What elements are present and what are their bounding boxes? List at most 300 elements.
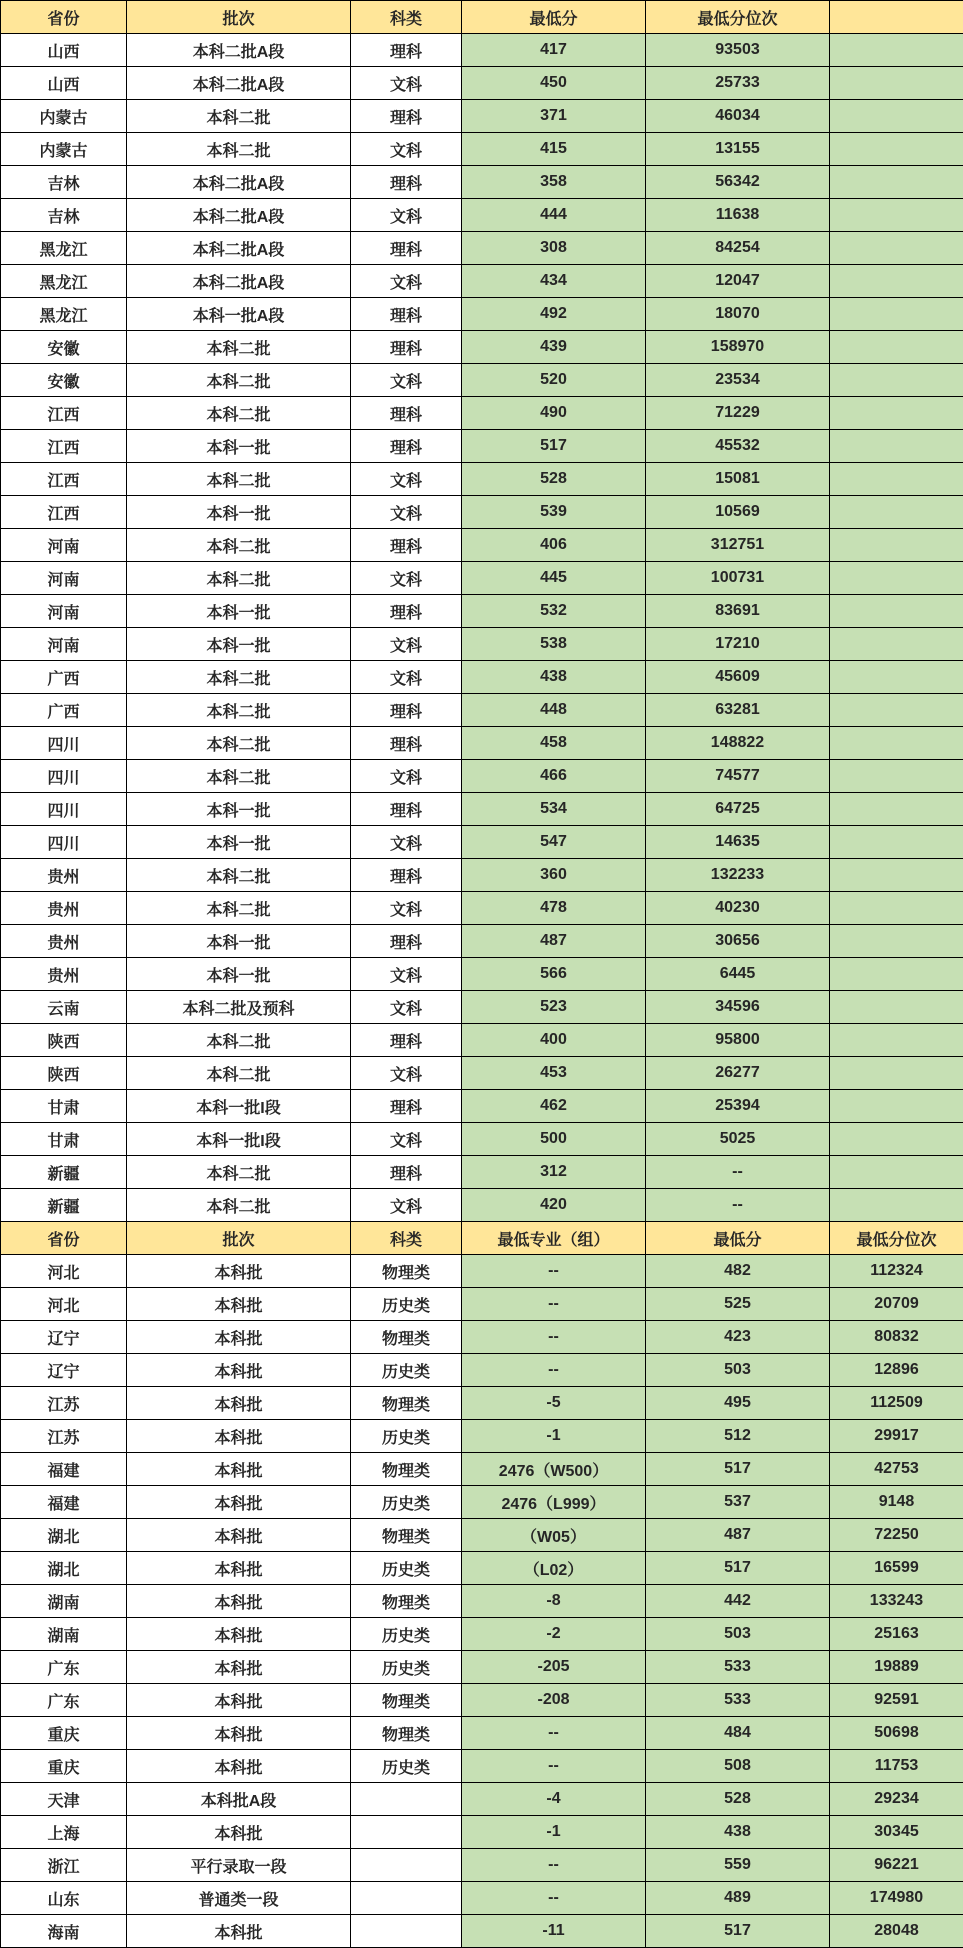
- table-row: [1, 727, 963, 760]
- table-row: [1, 1750, 963, 1783]
- cell: 历史类: [351, 1420, 462, 1453]
- header-row-section-1: [1, 1, 963, 34]
- column-header: [830, 1, 963, 34]
- cell: 11753: [830, 1750, 963, 1783]
- cell: 487: [462, 925, 646, 958]
- table-row: [1, 1255, 963, 1288]
- cell: 河南: [1, 562, 127, 595]
- cell: 本科二批: [127, 1024, 351, 1057]
- cell: 理科: [351, 232, 462, 265]
- table-row: [1, 793, 963, 826]
- table-row: [1, 694, 963, 727]
- cell: [830, 892, 963, 925]
- cell: 新疆: [1, 1189, 127, 1222]
- cell: 本科一批: [127, 430, 351, 463]
- cell: 本科批: [127, 1585, 351, 1618]
- cell: 本科二批A段: [127, 166, 351, 199]
- cell: 10569: [646, 496, 830, 529]
- cell: 甘肃: [1, 1123, 127, 1156]
- cell: 文科: [351, 958, 462, 991]
- cell: 本科批: [127, 1651, 351, 1684]
- cell: 83691: [646, 595, 830, 628]
- cell: 45532: [646, 430, 830, 463]
- cell: 云南: [1, 991, 127, 1024]
- cell: 本科批: [127, 1387, 351, 1420]
- table-row: [1, 562, 963, 595]
- cell: 贵州: [1, 925, 127, 958]
- cell: 理科: [351, 34, 462, 67]
- cell: [830, 67, 963, 100]
- cell: -1: [462, 1420, 646, 1453]
- cell: 438: [462, 661, 646, 694]
- cell: 487: [646, 1519, 830, 1552]
- cell: 江西: [1, 430, 127, 463]
- cell: [830, 529, 963, 562]
- cell: 本科批: [127, 1618, 351, 1651]
- cell: 辽宁: [1, 1321, 127, 1354]
- cell: 本科一批: [127, 925, 351, 958]
- cell: 13155: [646, 133, 830, 166]
- cell: [830, 100, 963, 133]
- cell: 本科二批及预科: [127, 991, 351, 1024]
- cell: 贵州: [1, 859, 127, 892]
- cell: 371: [462, 100, 646, 133]
- table-row: [1, 331, 963, 364]
- cell: 11638: [646, 199, 830, 232]
- cell: [830, 463, 963, 496]
- cell: 25163: [830, 1618, 963, 1651]
- cell: 文科: [351, 133, 462, 166]
- cell: 148822: [646, 727, 830, 760]
- cell: 29917: [830, 1420, 963, 1453]
- cell: 80832: [830, 1321, 963, 1354]
- cell: --: [646, 1189, 830, 1222]
- cell: 江苏: [1, 1387, 127, 1420]
- cell: [830, 331, 963, 364]
- cell: 538: [462, 628, 646, 661]
- cell: 528: [462, 463, 646, 496]
- cell: 25733: [646, 67, 830, 100]
- cell: 本科一批A段: [127, 298, 351, 331]
- cell: 453: [462, 1057, 646, 1090]
- table-row: [1, 166, 963, 199]
- table-row: [1, 892, 963, 925]
- cell: 物理类: [351, 1321, 462, 1354]
- cell: 442: [646, 1585, 830, 1618]
- column-header: 省份: [1, 1, 127, 34]
- cell: [830, 760, 963, 793]
- table-row: [1, 1123, 963, 1156]
- table-row: [1, 430, 963, 463]
- cell: 400: [462, 1024, 646, 1057]
- cell: 本科二批: [127, 1156, 351, 1189]
- cell: 本科二批: [127, 397, 351, 430]
- cell: （L02）: [462, 1552, 646, 1585]
- cell: 9148: [830, 1486, 963, 1519]
- cell: 本科批: [127, 1750, 351, 1783]
- cell: 本科二批: [127, 364, 351, 397]
- table-row: [1, 925, 963, 958]
- cell: 理科: [351, 166, 462, 199]
- table-row: [1, 1453, 963, 1486]
- cell: 本科二批: [127, 331, 351, 364]
- cell: 本科二批: [127, 661, 351, 694]
- cell: -1: [462, 1816, 646, 1849]
- cell: 16599: [830, 1552, 963, 1585]
- cell: 陕西: [1, 1024, 127, 1057]
- cell: 517: [646, 1453, 830, 1486]
- cell: 本科一批: [127, 496, 351, 529]
- cell: 537: [646, 1486, 830, 1519]
- cell: [830, 958, 963, 991]
- table-row: [1, 1024, 963, 1057]
- cell: [830, 1090, 963, 1123]
- cell: [351, 1849, 462, 1882]
- cell: 478: [462, 892, 646, 925]
- cell: 本科二批A段: [127, 232, 351, 265]
- cell: [830, 595, 963, 628]
- cell: 本科一批: [127, 826, 351, 859]
- cell: 532: [462, 595, 646, 628]
- cell: 本科二批: [127, 760, 351, 793]
- cell: 吉林: [1, 166, 127, 199]
- cell: 本科批: [127, 1255, 351, 1288]
- table-row: [1, 1486, 963, 1519]
- cell: 本科二批: [127, 562, 351, 595]
- table-row: [1, 1882, 963, 1915]
- cell: --: [462, 1255, 646, 1288]
- cell: 福建: [1, 1453, 127, 1486]
- cell: 56342: [646, 166, 830, 199]
- cell: 吉林: [1, 199, 127, 232]
- cell: 本科二批: [127, 1057, 351, 1090]
- cell: [830, 1057, 963, 1090]
- column-header: 批次: [127, 1222, 351, 1255]
- table-row: [1, 1387, 963, 1420]
- cell: 理科: [351, 430, 462, 463]
- cell: 523: [462, 991, 646, 1024]
- table-row: [1, 298, 963, 331]
- table-row: [1, 1354, 963, 1387]
- cell: 96221: [830, 1849, 963, 1882]
- cell: [830, 1156, 963, 1189]
- cell: 安徽: [1, 331, 127, 364]
- cell: 文科: [351, 364, 462, 397]
- cell: -205: [462, 1651, 646, 1684]
- cell: 广东: [1, 1651, 127, 1684]
- cell: 112509: [830, 1387, 963, 1420]
- cell: 14635: [646, 826, 830, 859]
- cell: 湖北: [1, 1552, 127, 1585]
- cell: 物理类: [351, 1717, 462, 1750]
- cell: [830, 364, 963, 397]
- cell: 本科二批: [127, 133, 351, 166]
- table-row: [1, 529, 963, 562]
- cell: 19889: [830, 1651, 963, 1684]
- table-row: [1, 1057, 963, 1090]
- cell: --: [462, 1321, 646, 1354]
- cell: [830, 694, 963, 727]
- cell: 本科批A段: [127, 1783, 351, 1816]
- cell: 广东: [1, 1684, 127, 1717]
- table-row: [1, 265, 963, 298]
- cell: 17210: [646, 628, 830, 661]
- cell: 黑龙江: [1, 298, 127, 331]
- cell: 历史类: [351, 1486, 462, 1519]
- cell: 本科一批: [127, 793, 351, 826]
- cell: 上海: [1, 1816, 127, 1849]
- cell: 理科: [351, 397, 462, 430]
- cell: 湖南: [1, 1618, 127, 1651]
- cell: 308: [462, 232, 646, 265]
- cell: 山西: [1, 67, 127, 100]
- cell: 45609: [646, 661, 830, 694]
- cell: 本科二批: [127, 727, 351, 760]
- cell: 四川: [1, 826, 127, 859]
- cell: 历史类: [351, 1750, 462, 1783]
- table-row: [1, 397, 963, 430]
- cell: 本科批: [127, 1684, 351, 1717]
- table-row: [1, 67, 963, 100]
- cell: 489: [646, 1882, 830, 1915]
- cell: 559: [646, 1849, 830, 1882]
- cell: 5025: [646, 1123, 830, 1156]
- cell: 312: [462, 1156, 646, 1189]
- cell: 本科二批: [127, 463, 351, 496]
- cell: 理科: [351, 529, 462, 562]
- cell: 462: [462, 1090, 646, 1123]
- table-row: [1, 133, 963, 166]
- cell: 江西: [1, 496, 127, 529]
- cell: 物理类: [351, 1255, 462, 1288]
- cell: 本科批: [127, 1519, 351, 1552]
- cell: 406: [462, 529, 646, 562]
- cell: 95800: [646, 1024, 830, 1057]
- cell: 415: [462, 133, 646, 166]
- cell: 本科批: [127, 1453, 351, 1486]
- cell: 历史类: [351, 1288, 462, 1321]
- cell: 河南: [1, 628, 127, 661]
- cell: 本科一批I段: [127, 1090, 351, 1123]
- cell: [351, 1915, 462, 1948]
- cell: 本科批: [127, 1288, 351, 1321]
- cell: 500: [462, 1123, 646, 1156]
- cell: 广西: [1, 661, 127, 694]
- cell: 理科: [351, 694, 462, 727]
- cell: 黑龙江: [1, 265, 127, 298]
- cell: [830, 991, 963, 1024]
- cell: 江西: [1, 397, 127, 430]
- cell: 466: [462, 760, 646, 793]
- cell: 2476（L999）: [462, 1486, 646, 1519]
- cell: 本科批: [127, 1420, 351, 1453]
- cell: 理科: [351, 100, 462, 133]
- cell: [830, 661, 963, 694]
- cell: 历史类: [351, 1354, 462, 1387]
- cell: 平行录取一段: [127, 1849, 351, 1882]
- cell: 18070: [646, 298, 830, 331]
- cell: 海南: [1, 1915, 127, 1948]
- cell: 本科批: [127, 1816, 351, 1849]
- cell: [830, 496, 963, 529]
- table-row: [1, 859, 963, 892]
- cell: 四川: [1, 793, 127, 826]
- cell: 434: [462, 265, 646, 298]
- table-row: [1, 1651, 963, 1684]
- table-row: [1, 1156, 963, 1189]
- cell: 158970: [646, 331, 830, 364]
- cell: 445: [462, 562, 646, 595]
- cell: 本科批: [127, 1354, 351, 1387]
- cell: 文科: [351, 562, 462, 595]
- cell: [830, 826, 963, 859]
- cell: 文科: [351, 826, 462, 859]
- column-header: 省份: [1, 1222, 127, 1255]
- cell: 93503: [646, 34, 830, 67]
- cell: [830, 628, 963, 661]
- cell: [830, 265, 963, 298]
- cell: 山西: [1, 34, 127, 67]
- table-row: [1, 1816, 963, 1849]
- cell: 物理类: [351, 1387, 462, 1420]
- cell: 439: [462, 331, 646, 364]
- cell: 河南: [1, 529, 127, 562]
- cell: 423: [646, 1321, 830, 1354]
- table-row: [1, 595, 963, 628]
- cell: 重庆: [1, 1750, 127, 1783]
- cell: [830, 1024, 963, 1057]
- cell: 内蒙古: [1, 133, 127, 166]
- cell: [830, 199, 963, 232]
- column-header: 最低分位次: [830, 1222, 963, 1255]
- cell: 河北: [1, 1255, 127, 1288]
- cell: 72250: [830, 1519, 963, 1552]
- cell: 历史类: [351, 1552, 462, 1585]
- cell: 本科一批: [127, 628, 351, 661]
- table-row: [1, 991, 963, 1024]
- cell: 文科: [351, 628, 462, 661]
- cell: -8: [462, 1585, 646, 1618]
- table-row: [1, 1420, 963, 1453]
- cell: 74577: [646, 760, 830, 793]
- cell: 63281: [646, 694, 830, 727]
- cell: 26277: [646, 1057, 830, 1090]
- cell: 112324: [830, 1255, 963, 1288]
- cell: -11: [462, 1915, 646, 1948]
- cell: 理科: [351, 331, 462, 364]
- cell: 528: [646, 1783, 830, 1816]
- column-header: 科类: [351, 1222, 462, 1255]
- cell: 482: [646, 1255, 830, 1288]
- cell: 23534: [646, 364, 830, 397]
- cell: 普通类一段: [127, 1882, 351, 1915]
- cell: 450: [462, 67, 646, 100]
- cell: 文科: [351, 496, 462, 529]
- cell: 历史类: [351, 1651, 462, 1684]
- cell: 174980: [830, 1882, 963, 1915]
- cell: 本科二批A段: [127, 199, 351, 232]
- cell: 本科二批: [127, 892, 351, 925]
- cell: --: [462, 1882, 646, 1915]
- cell: 本科二批A段: [127, 34, 351, 67]
- table-row: [1, 496, 963, 529]
- cell: 理科: [351, 1090, 462, 1123]
- cell: 132233: [646, 859, 830, 892]
- cell: 本科二批A段: [127, 67, 351, 100]
- cell: -208: [462, 1684, 646, 1717]
- table-row: [1, 958, 963, 991]
- cell: --: [462, 1849, 646, 1882]
- cell: 520: [462, 364, 646, 397]
- cell: [351, 1816, 462, 1849]
- cell: 133243: [830, 1585, 963, 1618]
- cell: 福建: [1, 1486, 127, 1519]
- cell: 物理类: [351, 1453, 462, 1486]
- table-row: [1, 1849, 963, 1882]
- cell: 本科批: [127, 1552, 351, 1585]
- cell: 34596: [646, 991, 830, 1024]
- cell: 30345: [830, 1816, 963, 1849]
- cell: 本科二批: [127, 1189, 351, 1222]
- cell: 444: [462, 199, 646, 232]
- cell: 理科: [351, 793, 462, 826]
- cell: 本科二批: [127, 859, 351, 892]
- cell: 46034: [646, 100, 830, 133]
- cell: 理科: [351, 298, 462, 331]
- cell: 本科批: [127, 1915, 351, 1948]
- table-row: [1, 1915, 963, 1948]
- cell: -4: [462, 1783, 646, 1816]
- table-row: [1, 1090, 963, 1123]
- cell: 理科: [351, 859, 462, 892]
- cell: 25394: [646, 1090, 830, 1123]
- cell: 贵州: [1, 892, 127, 925]
- table-row: [1, 100, 963, 133]
- cell: 本科批: [127, 1321, 351, 1354]
- cell: [830, 859, 963, 892]
- cell: 理科: [351, 595, 462, 628]
- cell: 山东: [1, 1882, 127, 1915]
- table-row: [1, 661, 963, 694]
- cell: 6445: [646, 958, 830, 991]
- cell: 四川: [1, 760, 127, 793]
- cell: 84254: [646, 232, 830, 265]
- cell: 历史类: [351, 1618, 462, 1651]
- cell: 517: [646, 1915, 830, 1948]
- cell: 12896: [830, 1354, 963, 1387]
- cell: [830, 166, 963, 199]
- cell: -5: [462, 1387, 646, 1420]
- cell: [830, 430, 963, 463]
- cell: [830, 133, 963, 166]
- table-row: [1, 1585, 963, 1618]
- cell: 本科一批: [127, 595, 351, 628]
- table-row: [1, 1552, 963, 1585]
- cell: 文科: [351, 991, 462, 1024]
- cell: （W05）: [462, 1519, 646, 1552]
- cell: 533: [646, 1651, 830, 1684]
- cell: [351, 1882, 462, 1915]
- cell: 438: [646, 1816, 830, 1849]
- cell: 512: [646, 1420, 830, 1453]
- cell: 江西: [1, 463, 127, 496]
- cell: 理科: [351, 727, 462, 760]
- cell: 358: [462, 166, 646, 199]
- cell: 广西: [1, 694, 127, 727]
- cell: 河北: [1, 1288, 127, 1321]
- table-row: [1, 232, 963, 265]
- table-row: [1, 760, 963, 793]
